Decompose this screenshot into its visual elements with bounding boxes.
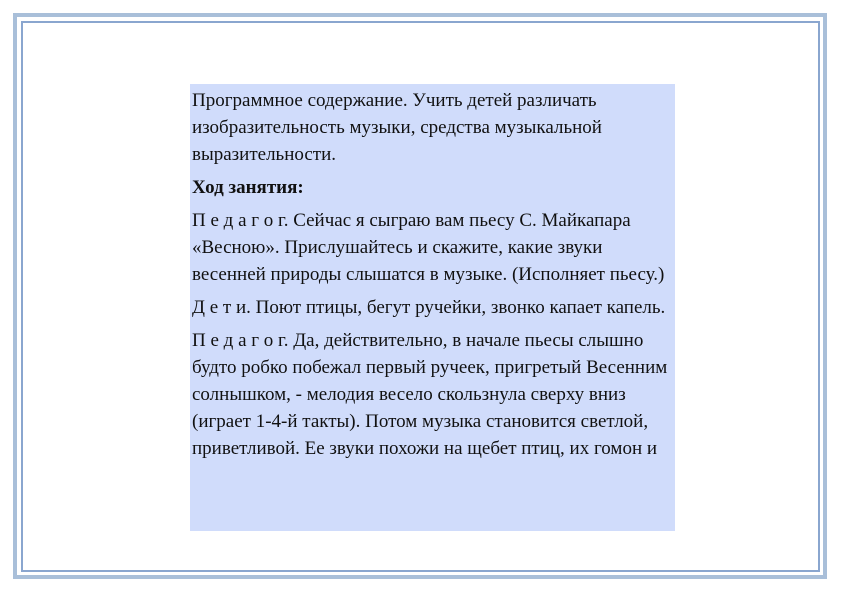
teacher-speaker-label-2: П е д а г о г. [192, 330, 289, 351]
children-speech-text: Поют птицы, бегут ручейки, звонко капает капель. [250, 297, 666, 318]
teacher-paragraph-2 [192, 327, 673, 462]
teacher-speech-text-2: Да, действительно, в начале пьесы слышно будто робко побежал первый ручеек, пригретый Весенним солнышком, - мелодия весело скользнула сверху вниз (играет 1-4-й такты). Потом музыка становится светлой, приветливой. Ее звуки похожи на щебет птиц, их гомон и [192, 330, 668, 459]
lesson-progress-heading-text: Ход занятия: [192, 177, 304, 198]
children-paragraph [192, 294, 673, 321]
lesson-text-box [190, 84, 675, 531]
program-content-paragraph [192, 87, 673, 168]
teacher-speaker-label: П е д а г о г. [192, 210, 289, 231]
lesson-progress-heading [192, 174, 673, 201]
teacher-paragraph-1 [192, 207, 673, 288]
children-speaker-label: Д е т и. [192, 297, 251, 318]
teacher-speech-text: Сейчас я сыграю вам пьесу С. Майкапара «Весною». Прислушайтесь и скажите, какие звуки весенней природы слышатся в музыке. (Исполняет пьесу.) [192, 210, 665, 285]
program-content-text: Программное содержание. Учить детей различать изобразительность музыки, средства музыкальной выразительности. [192, 90, 602, 165]
